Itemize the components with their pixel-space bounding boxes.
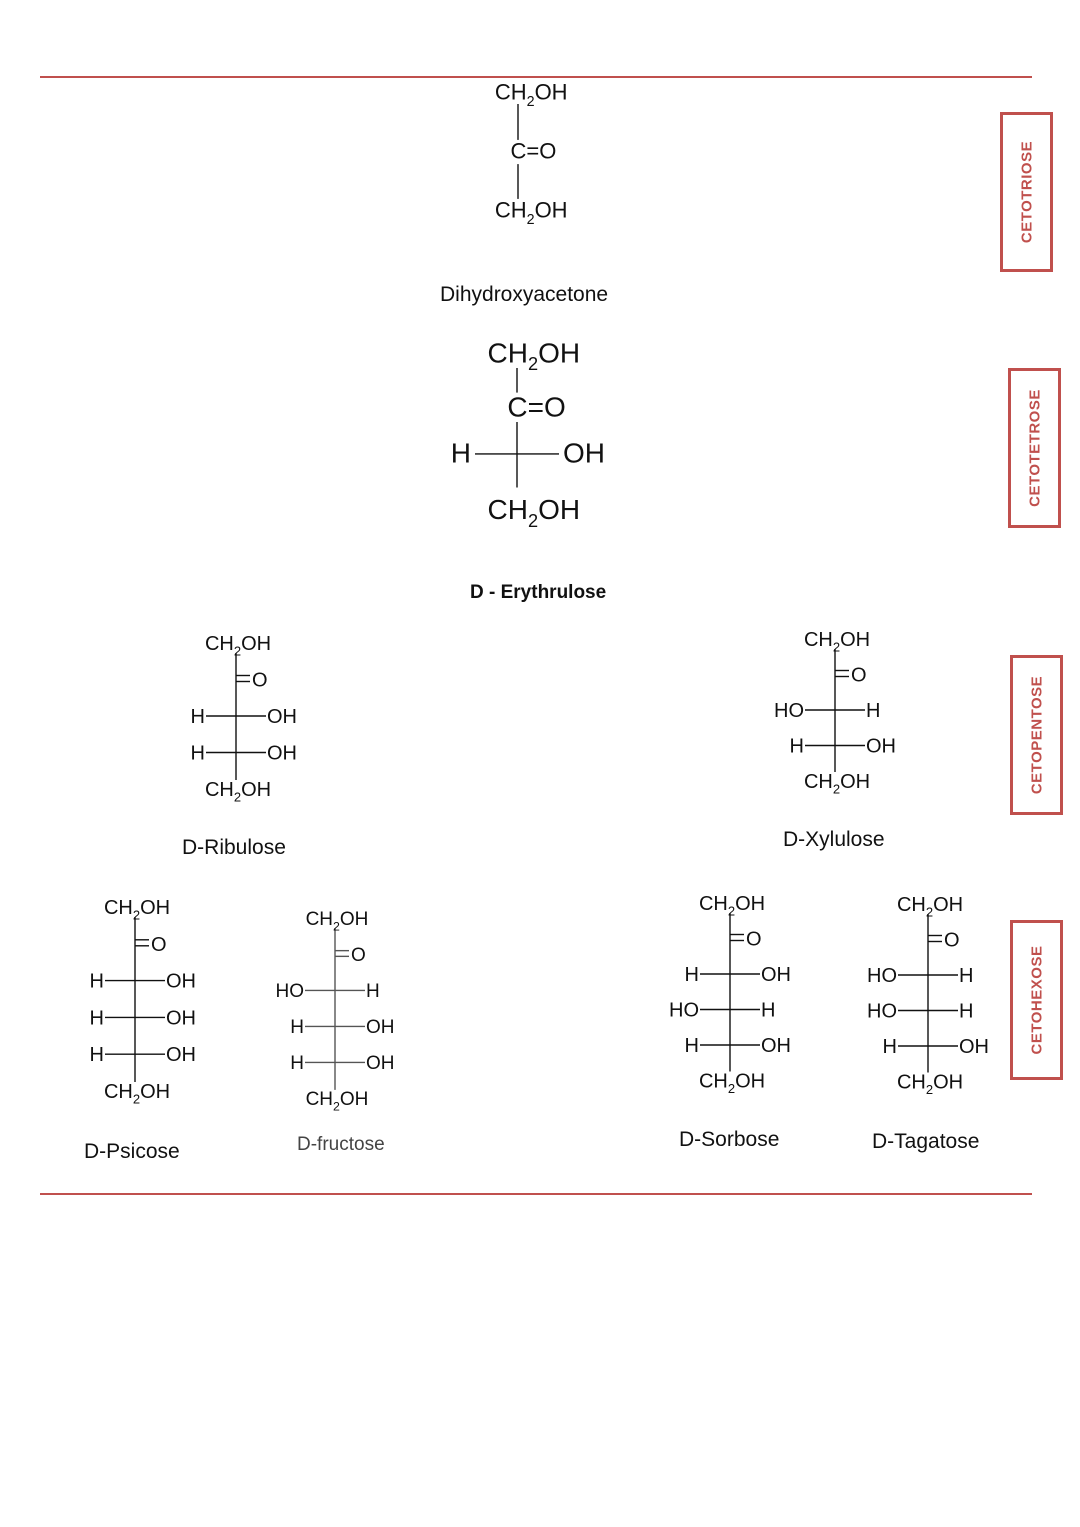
molecule-name: D-Xylulose: [783, 828, 885, 851]
substituent-left: H: [450, 437, 471, 469]
category-label: CETOHEXOSE: [1028, 945, 1045, 1055]
molecule-name: D-Psicose: [84, 1140, 180, 1163]
top-group-label: $CH_2OH$: [305, 909, 369, 934]
substituent-left: H: [89, 970, 104, 993]
molecule-name: Dihydroxyacetone: [440, 283, 609, 306]
substituent-left: H: [190, 742, 205, 765]
category-label: CETOTETROSE: [1026, 389, 1043, 507]
top-group-label: $CH_2OH$: [698, 893, 766, 919]
bottom-group-label: $CH_2OH$: [803, 771, 871, 797]
substituent-left: H: [684, 964, 699, 986]
bottom-group-label: $CH_2OH$: [896, 1071, 964, 1098]
substituent-right: OH: [267, 742, 297, 765]
substituent-right: OH: [959, 1036, 989, 1058]
substituent-right: OH: [267, 706, 297, 728]
substituent-right: H: [959, 965, 974, 987]
molecule-name: D-Ribulose: [182, 836, 286, 859]
substituent-left: H: [882, 1036, 897, 1058]
substituent-right: OH: [166, 1044, 196, 1067]
bottom-group-label: $CH_2OH$: [698, 1070, 766, 1097]
substituent-left: H: [89, 1007, 104, 1030]
substituent-right: OH: [563, 437, 605, 469]
substituent-left: H: [290, 1053, 304, 1075]
carbonyl-label: O: [746, 928, 762, 951]
carbonyl-label: O: [944, 929, 960, 952]
bottom-group-label: $CH_2OH$: [103, 1081, 171, 1107]
substituent-right: OH: [366, 1017, 395, 1039]
top-group-label: $CH_2OH$: [803, 629, 871, 655]
substituent-right: H: [959, 1000, 974, 1023]
category-label: CETOTRIOSE: [1018, 140, 1035, 244]
carbonyl-label: O: [851, 664, 867, 687]
bottom-group-label: $CH_2OH$: [204, 779, 272, 805]
substituent-left: HO: [669, 999, 699, 1022]
substituent-left: HO: [867, 965, 897, 987]
substituent-right: OH: [166, 970, 196, 993]
top-group-label: $CH_2OH$: [494, 79, 568, 110]
carbonyl-label: O: [151, 933, 167, 956]
substituent-left: HO: [867, 1000, 897, 1023]
top-group-label: $CH_2OH$: [487, 337, 581, 375]
category-label: CETOPENTOSE: [1028, 675, 1045, 795]
bottom-group-label: $CH_2OH$: [487, 494, 581, 531]
bottom-group-label: $CH_2OH$: [305, 1089, 369, 1114]
molecule-name: D-fructose: [297, 1134, 385, 1155]
substituent-left: H: [89, 1044, 104, 1067]
top-group-label: $CH_2OH$: [204, 633, 272, 659]
substituent-left: HO: [275, 981, 304, 1003]
carbonyl-label: O: [351, 945, 366, 967]
carbonyl-label: C=O: [507, 391, 566, 423]
top-group-label: $CH_2OH$: [103, 897, 171, 923]
substituent-left: H: [190, 706, 205, 728]
substituent-left: H: [290, 1017, 304, 1039]
substituent-right: OH: [366, 1053, 395, 1075]
carbonyl-label: C=O: [510, 138, 557, 164]
substituent-right: OH: [761, 1035, 791, 1057]
substituent-right: OH: [166, 1007, 196, 1030]
substituent-left: HO: [774, 700, 804, 722]
substituent-right: H: [866, 700, 881, 722]
molecule-name: D - Erythrulose: [470, 582, 607, 603]
molecule-name: D-Tagatose: [872, 1130, 980, 1153]
substituent-right: OH: [761, 964, 791, 986]
substituent-right: H: [761, 999, 776, 1022]
molecule-name: D-Sorbose: [679, 1128, 780, 1151]
substituent-left: H: [684, 1035, 699, 1057]
substituent-left: H: [789, 735, 804, 758]
carbonyl-label: O: [252, 669, 268, 692]
substituent-right: OH: [866, 735, 896, 758]
substituent-right: H: [366, 981, 380, 1003]
bottom-group-label: $CH_2OH$: [494, 197, 568, 228]
top-group-label: $CH_2OH$: [896, 894, 964, 920]
